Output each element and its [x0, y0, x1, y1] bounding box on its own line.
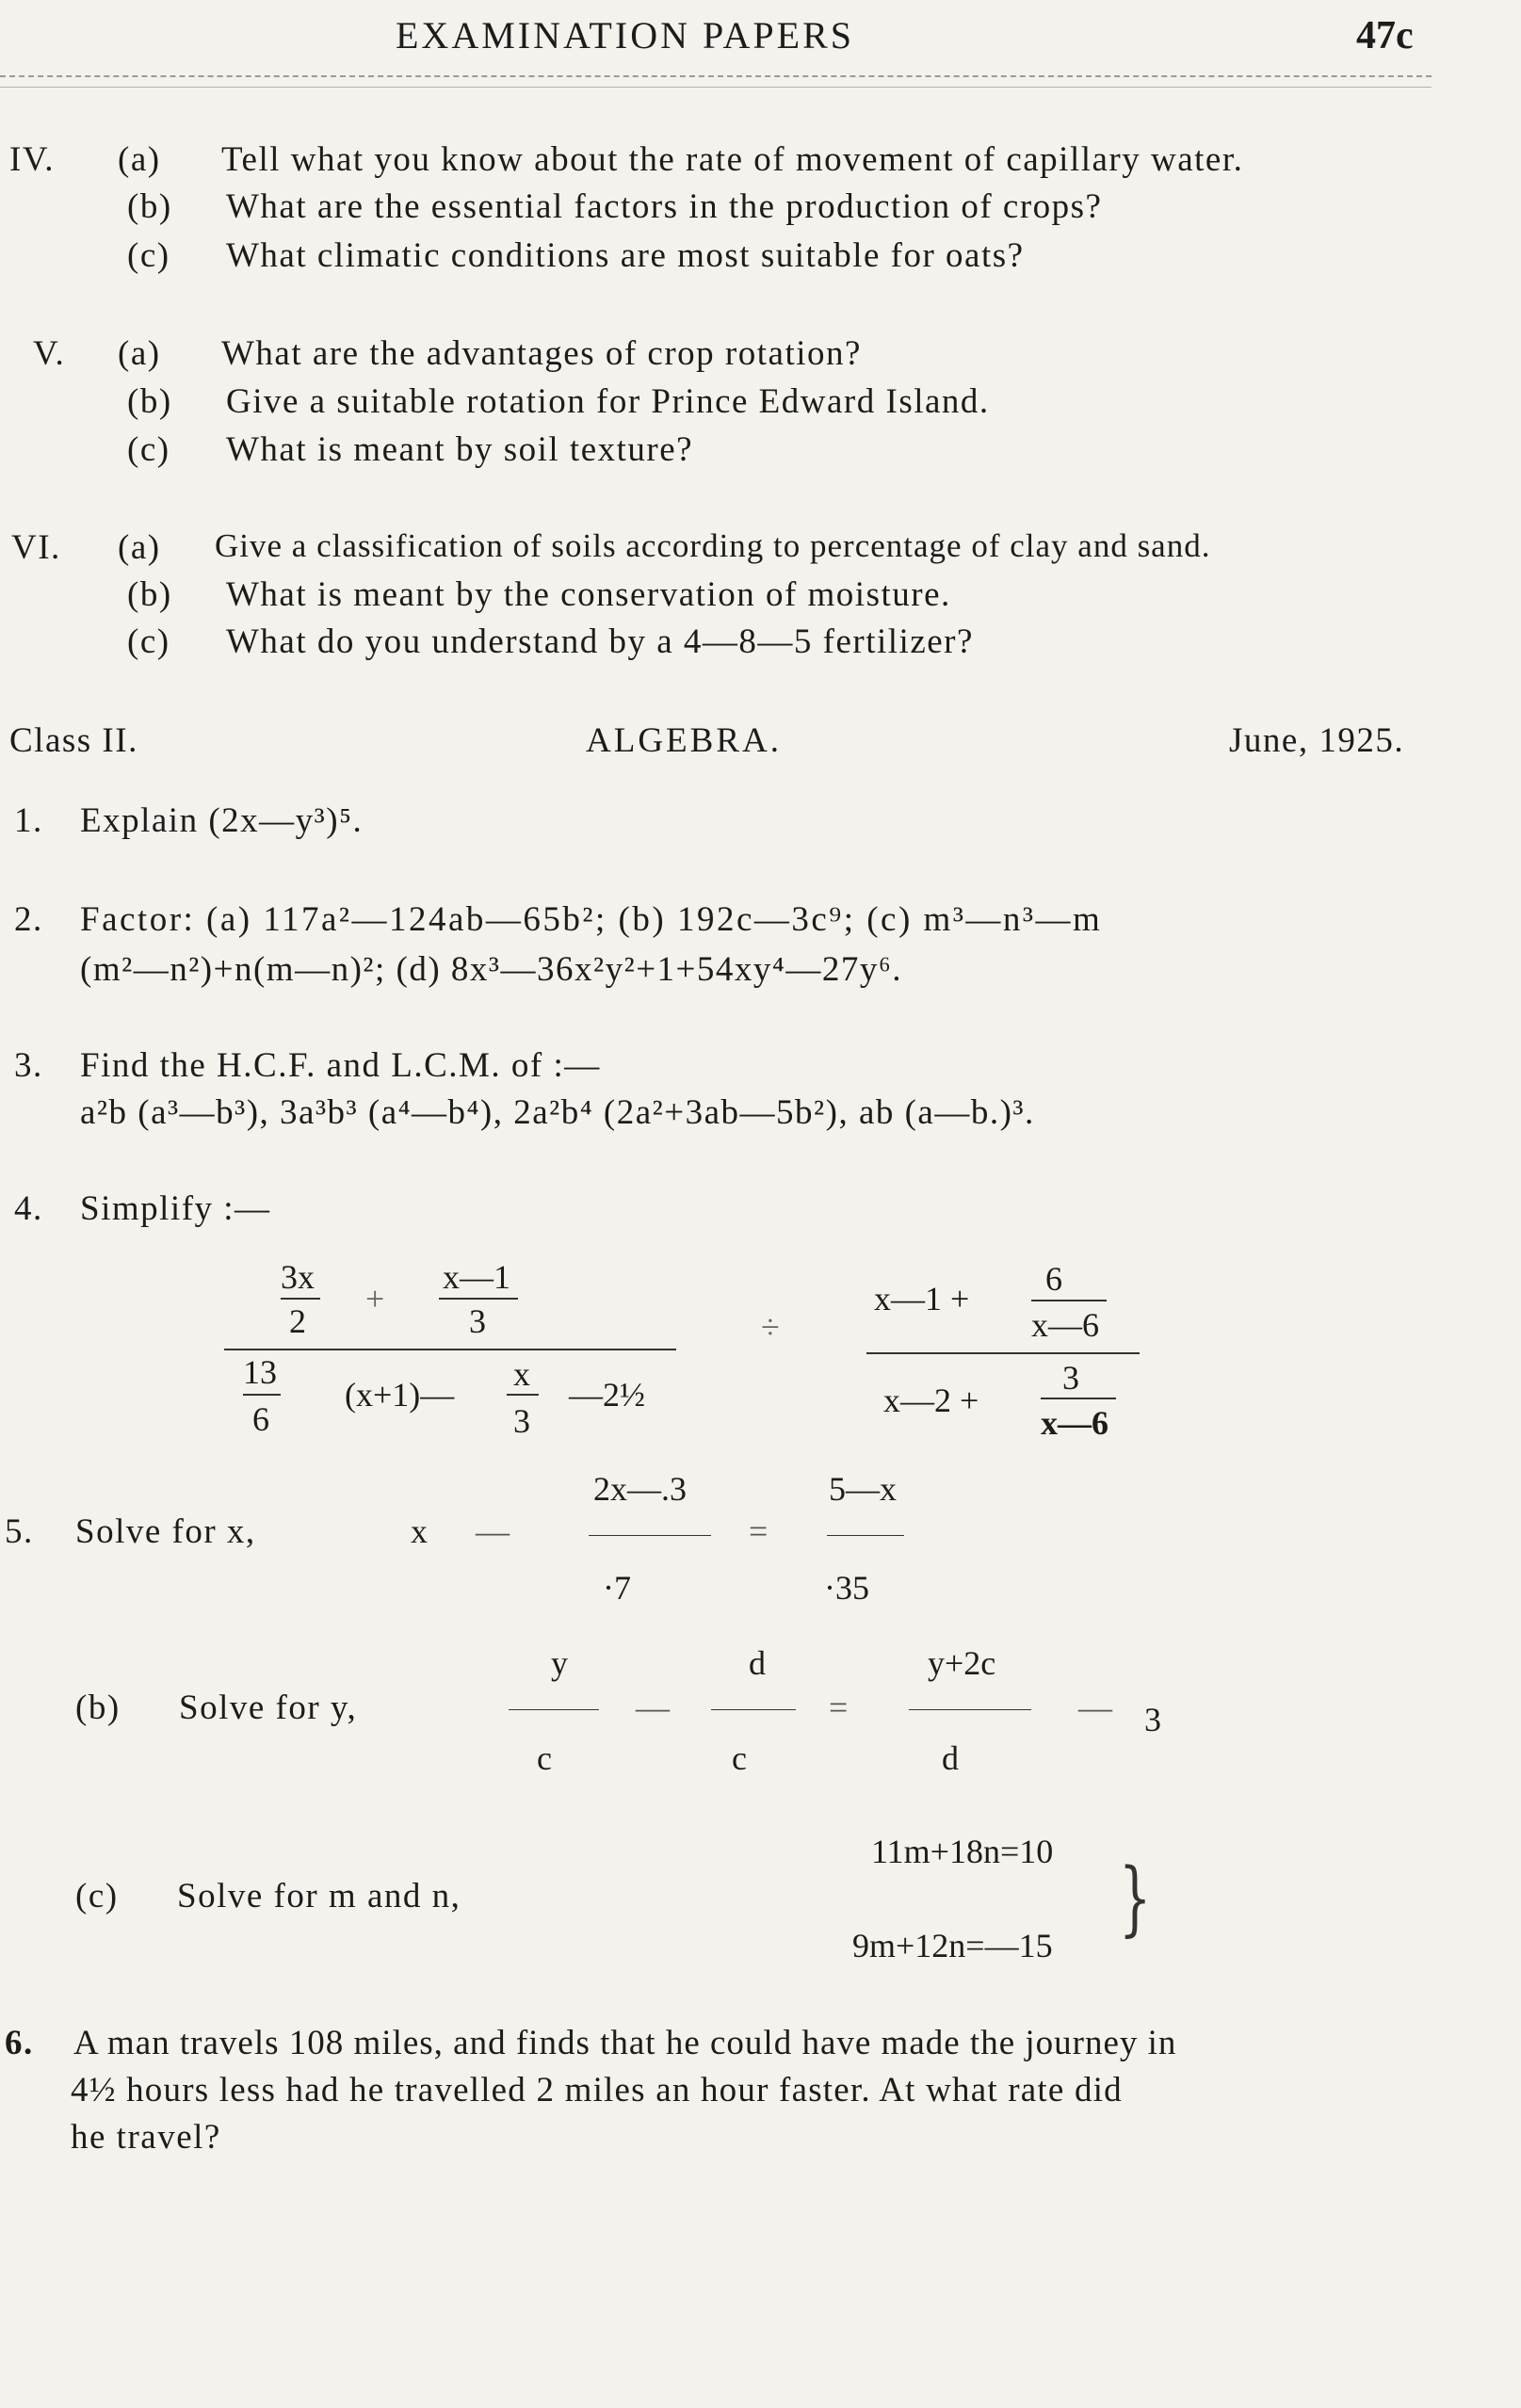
problem-3-line-1: Find the H.C.F. and L.C.M. of :— — [80, 1046, 601, 1085]
frac-bar-x1-3 — [439, 1298, 518, 1300]
problem-1-number: 1. — [14, 801, 43, 840]
question-v-number: V. — [33, 334, 66, 373]
question-v-c-label: (c) — [127, 430, 170, 469]
question-vi-a-text: Give a classification of soils according to percentage of clay and sand. — [215, 527, 1211, 564]
problem-5b-label: (b) — [75, 1689, 121, 1727]
problem-6-line-3: he travel? — [71, 2118, 221, 2157]
problem-5-number: 5. — [5, 1512, 34, 1551]
main-frac-bar-left — [224, 1349, 676, 1350]
problem-5b-bar-dc — [711, 1709, 796, 1710]
problem-5a-x: x — [411, 1512, 428, 1550]
problem-2-line-1: Factor: (a) 117a²—124ab—65b²; (b) 192c—3c⁹; (c) m³—n³—m — [80, 900, 1103, 939]
problem-5c-eq2: 9m+12n=—15 — [852, 1927, 1053, 1964]
right-x-2-plus: x—2 + — [883, 1382, 979, 1419]
problem-5b-d2: d — [942, 1739, 959, 1777]
question-iv-number: IV. — [9, 140, 56, 179]
question-iv-c-text: What climatic conditions are most suitable for oats? — [226, 236, 1025, 275]
problem-6-line-2: 4½ hours less had he travelled 2 miles an hour faster. At what rate did — [71, 2071, 1123, 2109]
problem-5b-3: 3 — [1144, 1701, 1161, 1738]
problem-2-number: 2. — [14, 900, 43, 939]
question-iv-a-label: (a) — [118, 140, 161, 179]
frac-2: 2 — [289, 1302, 306, 1340]
subject-title: ALGEBRA. — [586, 721, 782, 760]
frac-bar-3x-2 — [281, 1298, 320, 1300]
problem-1-text: Explain (2x—y³)⁵. — [80, 801, 364, 840]
problem-5b-minus: — — [636, 1689, 670, 1726]
question-v-b-label: (b) — [127, 382, 172, 421]
problem-6-number: 6. — [5, 2024, 34, 2062]
problem-5a-den1: ·7 — [603, 1569, 631, 1607]
right-frac-bar-3 — [1041, 1398, 1116, 1399]
problem-5a-bar1 — [589, 1535, 711, 1536]
problem-5b-d: d — [749, 1644, 766, 1682]
frac-2-half: —2½ — [569, 1376, 645, 1414]
question-v-a-label: (a) — [118, 334, 161, 373]
frac-x-plus-1: (x+1)— — [345, 1376, 455, 1414]
page-header-title: EXAMINATION PAPERS — [396, 14, 855, 57]
problem-5b-y2c: y+2c — [928, 1644, 996, 1682]
frac-x-minus-1: x—1 — [443, 1258, 510, 1296]
problem-2-line-2: (m²—n²)+n(m—n)²; (d) 8x³—36x²y²+1+54xy⁴—27y⁶. — [80, 950, 902, 989]
page-number: 47c — [1356, 14, 1414, 57]
problem-5a-bar2 — [827, 1535, 904, 1536]
question-iv-a-text: Tell what you know about the rate of movement of capillary water. — [221, 140, 1244, 179]
problem-5b-y: y — [551, 1644, 568, 1682]
problem-5b-minus2: — — [1078, 1689, 1112, 1726]
frac-bar-13-6 — [243, 1394, 281, 1396]
problem-6-line-1: A man travels 108 miles, and finds that he could have made the journey in — [73, 2024, 1177, 2062]
problem-5c-text: Solve for m and n, — [177, 1877, 461, 1915]
problem-5b-bar-yc — [509, 1709, 599, 1710]
problem-5a-equals: = — [749, 1512, 769, 1550]
problem-5a-num2: 5—x — [829, 1470, 897, 1508]
right-frac-6: 6 — [1045, 1260, 1062, 1298]
frac-3: 3 — [469, 1302, 486, 1340]
problem-5b-c2: c — [732, 1739, 747, 1777]
problem-3-line-2: a²b (a³—b³), 3a³b³ (a⁴—b⁴), 2a²b⁴ (2a²+3ab—5b²), ab (a—b.)³. — [80, 1093, 1035, 1132]
frac-bar-x-3 — [507, 1394, 539, 1396]
header-rule-2 — [0, 87, 1432, 88]
question-v-c-text: What is meant by soil texture? — [226, 430, 694, 469]
exam-date: June, 1925. — [1229, 721, 1405, 760]
question-iv-c-label: (c) — [127, 236, 170, 275]
question-vi-c-label: (c) — [127, 622, 170, 661]
plus-sign: + — [365, 1280, 385, 1317]
right-frac-bar-6 — [1031, 1300, 1107, 1301]
right-x-1-plus: x—1 + — [874, 1280, 970, 1317]
question-vi-b-label: (b) — [127, 575, 172, 614]
problem-5b-bar-y2cd — [909, 1709, 1031, 1710]
problem-5a-label: Solve for x, — [75, 1512, 256, 1551]
question-vi-c-text: What do you understand by a 4—8—5 fertilizer? — [226, 622, 974, 661]
problem-5a-num1: 2x—.3 — [593, 1470, 687, 1508]
header-rule — [0, 75, 1432, 77]
frac-13: 13 — [243, 1353, 277, 1391]
system-brace: } — [1119, 1850, 1152, 1946]
problem-5c-label: (c) — [75, 1877, 119, 1915]
divide-sign: ÷ — [761, 1308, 780, 1346]
question-iv-b-text: What are the essential factors in the production of crops? — [226, 187, 1103, 226]
class-label: Class II. — [9, 721, 138, 760]
problem-5b-equals: = — [829, 1689, 849, 1726]
problem-3-number: 3. — [14, 1046, 43, 1085]
question-iv-b-label: (b) — [127, 187, 172, 226]
question-vi-a-label: (a) — [118, 528, 161, 567]
problem-5b-text: Solve for y, — [179, 1689, 358, 1727]
right-frac-x-6b: x—6 — [1041, 1404, 1108, 1442]
question-vi-number: VI. — [11, 528, 61, 567]
main-frac-bar-right — [866, 1352, 1140, 1354]
frac-6: 6 — [252, 1400, 269, 1438]
right-frac-x-6: x—6 — [1031, 1306, 1099, 1344]
question-vi-b-text: What is meant by the conservation of moisture. — [226, 575, 951, 614]
question-v-a-text: What are the advantages of crop rotation? — [221, 334, 862, 373]
frac-3x: 3x — [281, 1258, 315, 1296]
problem-5c-eq1: 11m+18n=10 — [871, 1833, 1054, 1870]
problem-5a-minus: — — [476, 1512, 510, 1550]
right-frac-3: 3 — [1062, 1359, 1079, 1397]
frac-x: x — [513, 1355, 530, 1393]
problem-4-text: Simplify :— — [80, 1189, 271, 1228]
problem-5b-c1: c — [537, 1739, 552, 1777]
problem-4-number: 4. — [14, 1189, 43, 1228]
question-v-b-text: Give a suitable rotation for Prince Edward Island. — [226, 382, 990, 421]
problem-5a-den2: ·35 — [824, 1569, 869, 1607]
frac-3b: 3 — [513, 1402, 530, 1440]
